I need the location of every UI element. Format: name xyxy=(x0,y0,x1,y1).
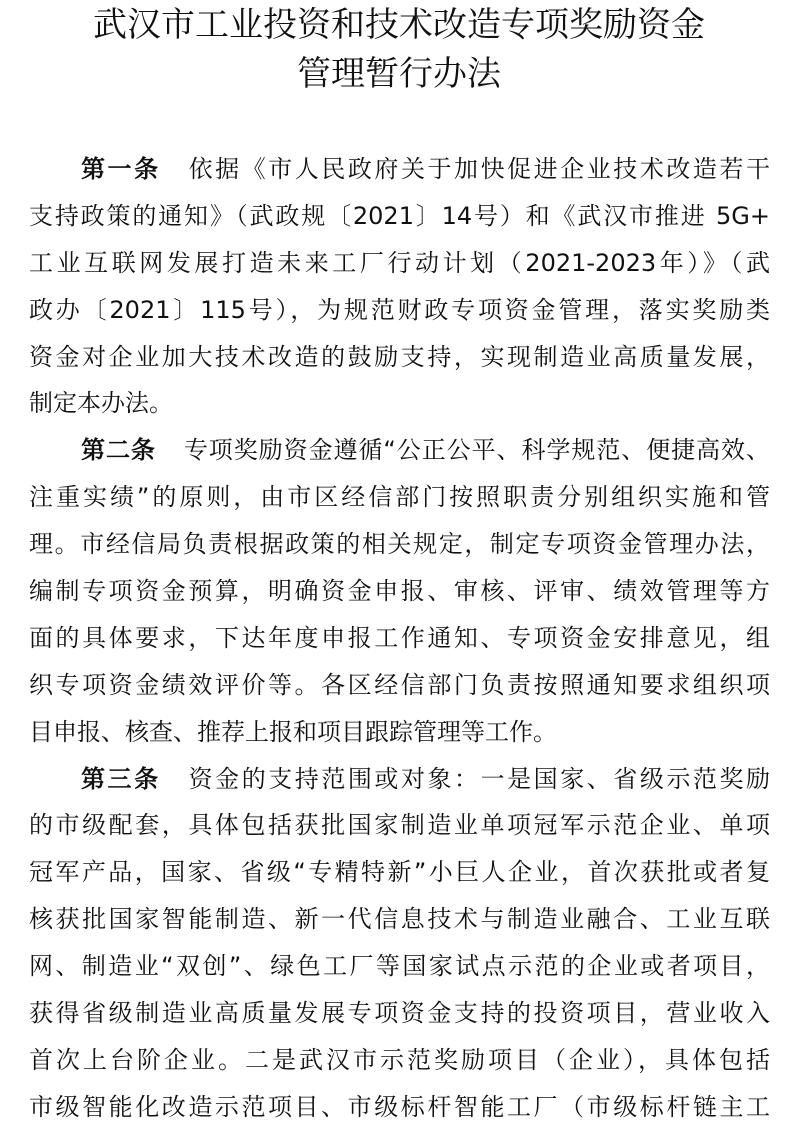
article-2 xyxy=(29,427,770,755)
paragraph-line xyxy=(29,709,770,756)
paragraph-line xyxy=(29,1037,770,1084)
line-text: 首次上台阶企业。二是武汉市示范奖励项目（企业），具体包括 xyxy=(29,1045,770,1074)
document-title-line-2: 管理暂行办法 xyxy=(297,54,501,94)
document-title-line-1: 武汉市工业投资和技术改造专项奖励资金 xyxy=(93,5,705,45)
paragraph-line xyxy=(29,474,770,521)
paragraph-line xyxy=(29,427,770,474)
paragraph-line xyxy=(29,662,770,709)
paragraph-line xyxy=(29,521,770,568)
line-text: 获得省级制造业高质量发展专项资金支持的投资项目，营业收入 xyxy=(29,999,770,1028)
paragraph-line xyxy=(29,943,770,990)
line-text: 冠军产品，国家、省级“专精特新”小巨人企业，首次获批或者复 xyxy=(29,858,770,887)
line-text: 资金的支持范围或对象：一是国家、省级示范奖励 xyxy=(188,764,770,793)
line-text: 目申报、核查、推荐上报和项目跟踪管理等工作。 xyxy=(29,717,557,746)
article-heading: 第三条 xyxy=(81,764,161,793)
paragraph-line xyxy=(29,146,770,193)
paragraph-line xyxy=(29,287,770,334)
document-body xyxy=(29,146,770,1131)
line-text: 理。市经信局负责根据政策的相关规定，制定专项资金管理办法， xyxy=(29,530,770,559)
paragraph-line xyxy=(29,334,770,381)
line-text: 政办〔2021〕115号），为规范财政专项资金管理，落实奖励类 xyxy=(29,295,770,324)
article-3 xyxy=(29,756,770,1131)
paragraph-line xyxy=(29,240,770,287)
line-text: 织专项资金绩效评价等。各区经信部门负责按照通知要求组织项 xyxy=(29,670,770,699)
line-text: 制定本办法。 xyxy=(29,389,173,418)
line-text: 支持政策的通知》（武政规〔2021〕14号）和《武汉市推进 5G+ xyxy=(29,201,770,230)
article-heading: 第二条 xyxy=(81,436,156,465)
article-1 xyxy=(29,146,770,427)
paragraph-line xyxy=(29,615,770,662)
paragraph-line xyxy=(29,849,770,896)
paragraph-line xyxy=(29,380,770,427)
line-text: 依据《市人民政府关于加快促进企业技术改造若干 xyxy=(188,155,770,183)
paragraph-line xyxy=(29,756,770,803)
paragraph-line xyxy=(29,1084,770,1131)
line-text: 面的具体要求，下达年度申报工作通知、专项资金安排意见，组 xyxy=(29,623,770,652)
line-text: 市级智能化改造示范项目、市级标杆智能工厂（市级标杆链主工 xyxy=(29,1092,770,1121)
paragraph-line xyxy=(29,802,770,849)
paragraph-line xyxy=(29,193,770,240)
line-text: 资金对企业加大技术改造的鼓励支持，实现制造业高质量发展， xyxy=(29,342,770,371)
paragraph-line xyxy=(29,568,770,615)
paragraph-line xyxy=(29,896,770,943)
paragraph-line xyxy=(29,990,770,1037)
line-text: 注重实绩”的原则，由市区经信部门按照职责分别组织实施和管 xyxy=(29,483,770,512)
line-text: 专项奖励资金遵循“公正公平、科学规范、便捷高效、 xyxy=(183,436,770,465)
article-heading: 第一条 xyxy=(81,155,161,183)
line-text: 编制专项资金预算，明确资金申报、审核、评审、绩效管理等方 xyxy=(29,577,770,606)
line-text: 的市级配套，具体包括获批国家制造业单项冠军示范企业、单项 xyxy=(29,811,770,840)
line-text: 网、制造业“双创”、绿色工厂等国家试点示范的企业或者项目， xyxy=(29,952,770,981)
line-text: 工业互联网发展打造未来工厂行动计划（2021-2023年）》（武 xyxy=(29,248,770,277)
line-text: 核获批国家智能制造、新一代信息技术与制造业融合、工业互联 xyxy=(29,905,770,934)
